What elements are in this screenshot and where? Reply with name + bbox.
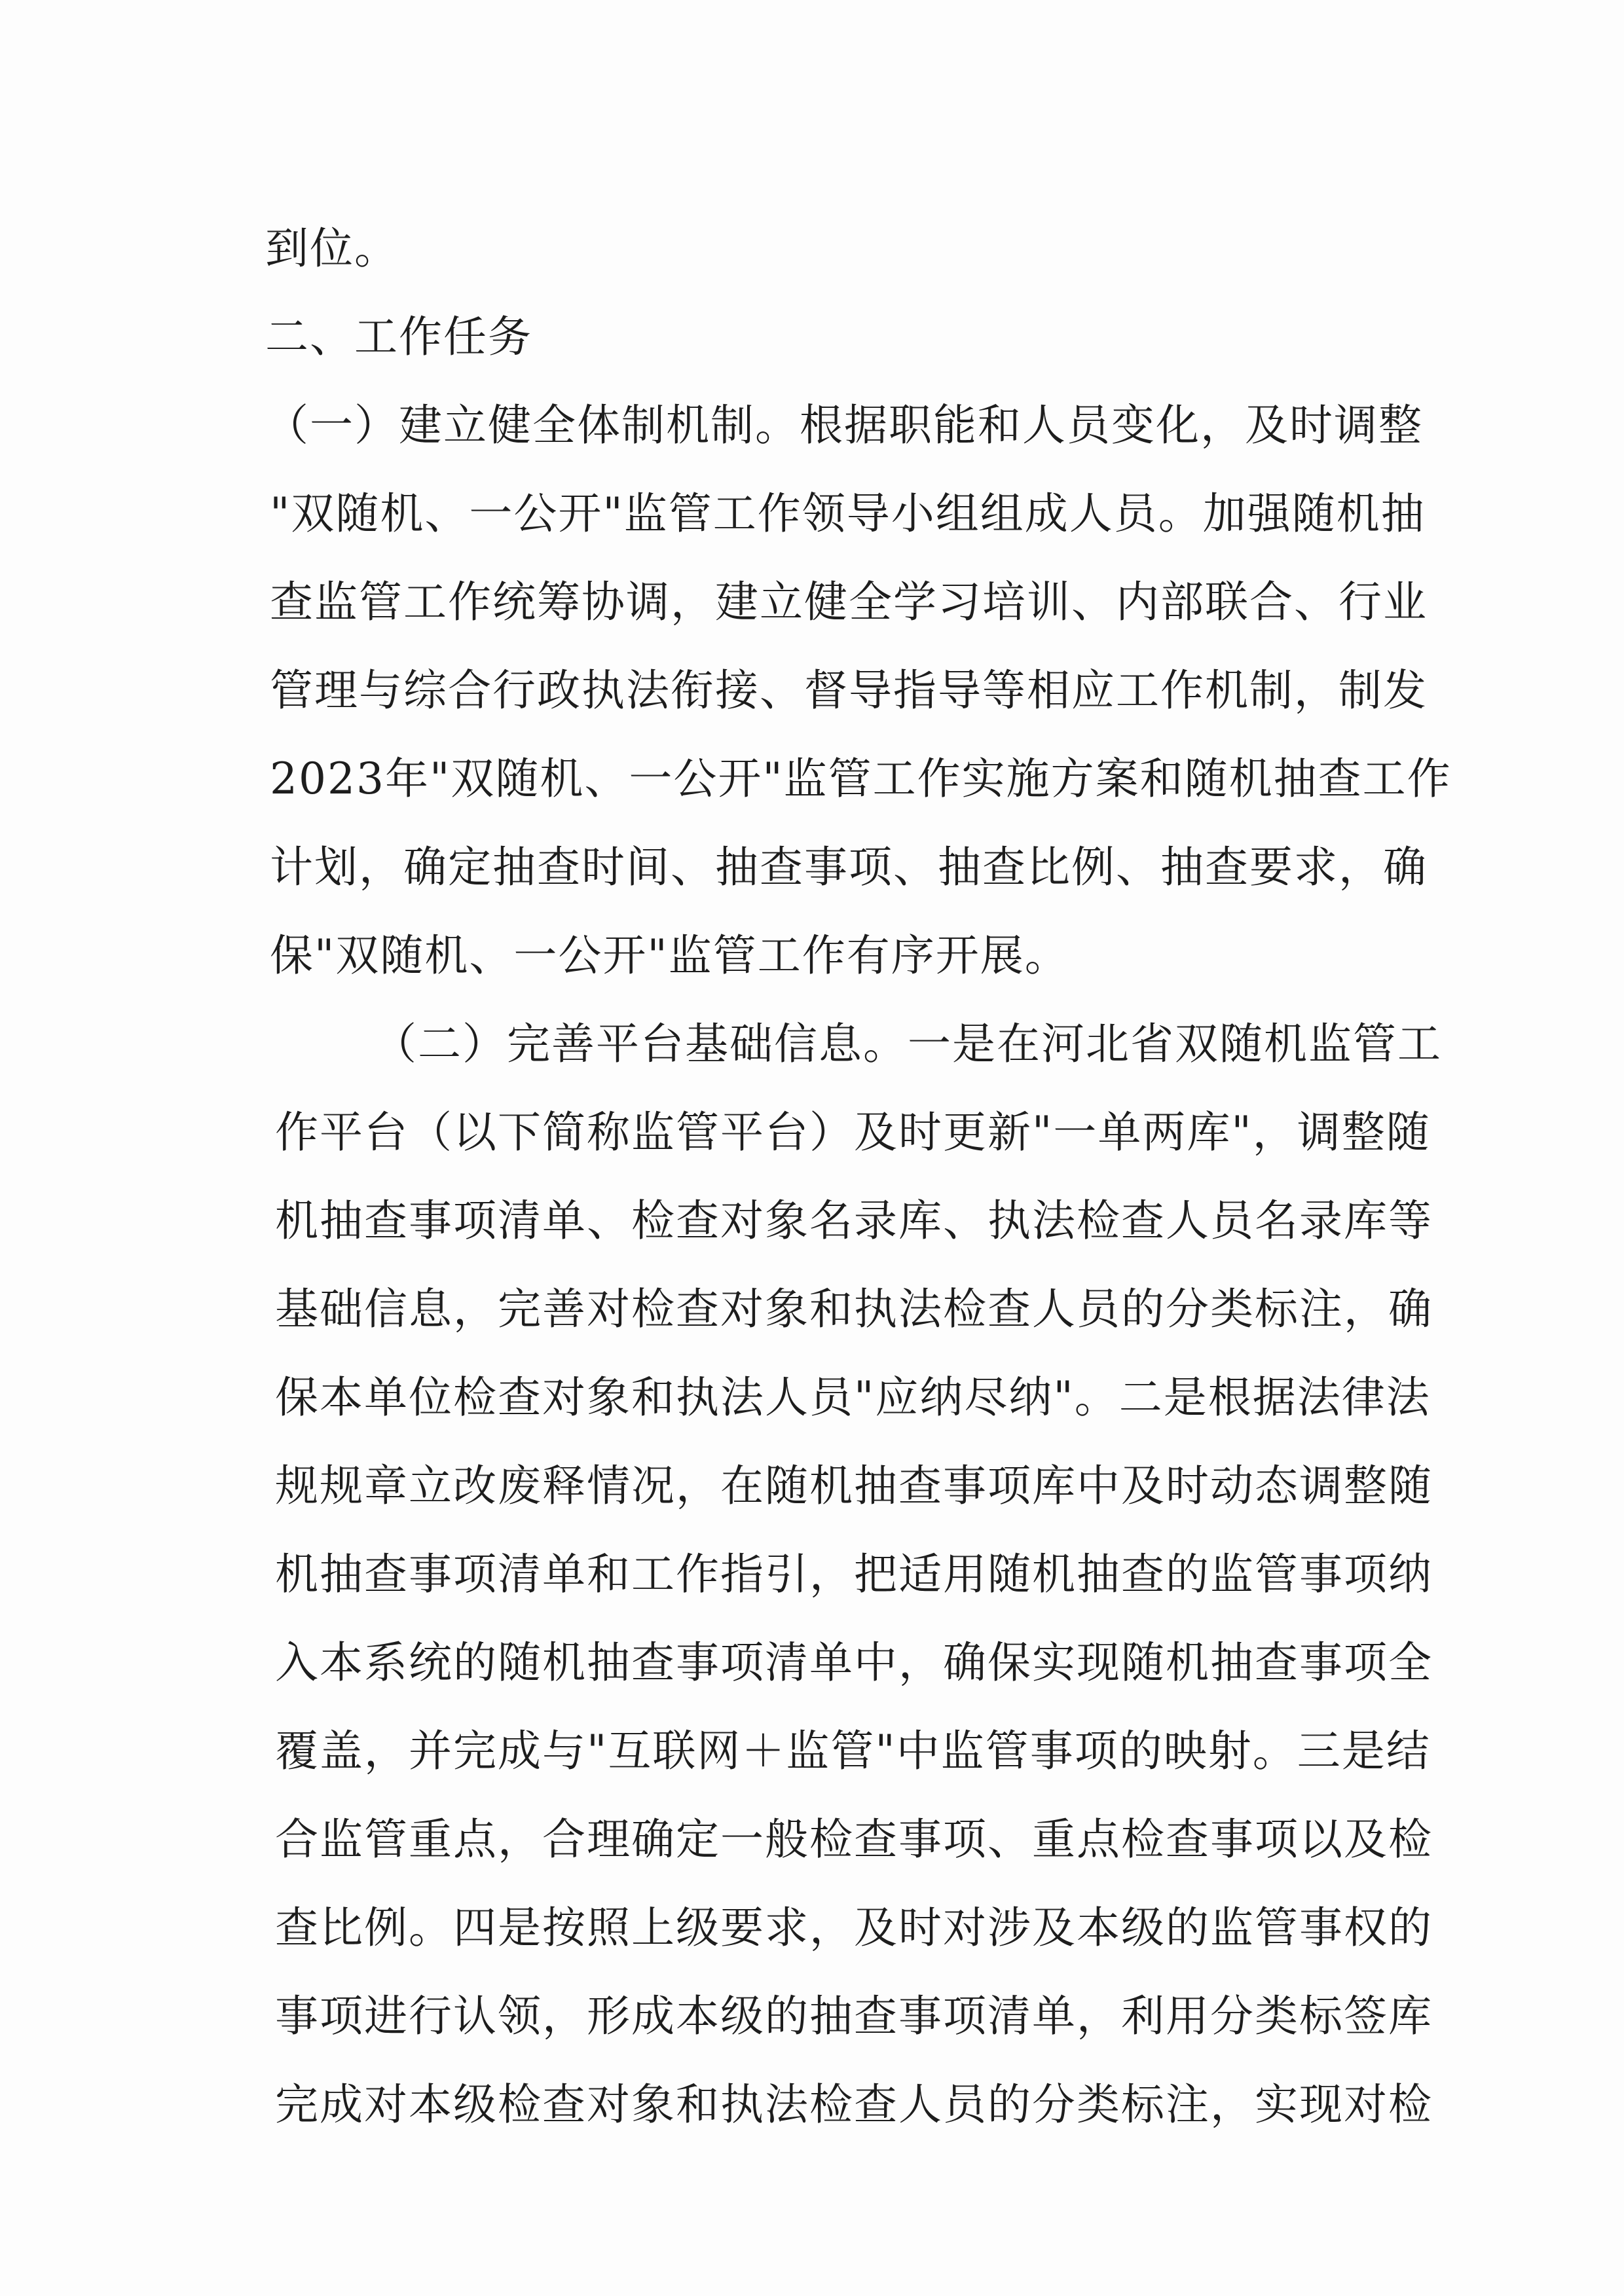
text-line-6: 管理与综合行政执法衔接、督导指导等相应工作机制，制发 (270, 665, 1428, 716)
text-line-3: （一）建立健全体制机制。根据职能和人员变化，及时调整 (265, 400, 1423, 450)
text-line-5: 查监管工作统筹协调，建立健全学习培训、内部联合、行业 (270, 577, 1428, 627)
text-line-10: （二）完善平台基础信息。一是在河北省双随机监管工 (373, 1019, 1442, 1069)
text-line-13: 基础信息，完善对检查对象和执法检查人员的分类标注，确 (275, 1284, 1433, 1334)
text-line-12: 机抽查事项清单、检查对象名录库、执法检查人员名录库等 (275, 1195, 1433, 1246)
text-line-20: 查比例。四是按照上级要求，及时对涉及本级的监管事权的 (275, 1903, 1433, 1953)
text-line-9: 保"双随机、一公开"监管工作有序开展。 (270, 930, 1069, 981)
text-line-4: "双随机、一公开"监管工作领导小组组成人员。加强随机抽 (270, 488, 1426, 539)
text-line-8: 计划，确定抽查时间、抽查事项、抽查比例、抽查要求，确 (270, 842, 1428, 892)
text-line-1: 到位。 (265, 223, 399, 274)
text-line-17: 入本系统的随机抽查事项清单中，确保实现随机抽查事项全 (275, 1637, 1433, 1688)
text-line-21: 事项进行认领，形成本级的抽查事项清单，利用分类标签库 (275, 1991, 1433, 2041)
text-line-14: 保本单位检查对象和执法人员"应纳尽纳"。二是根据法律法 (275, 1372, 1431, 1423)
text-line-11: 作平台（以下简称监管平台）及时更新"一单两库"，调整随 (275, 1107, 1431, 1157)
section-heading: 二、工作任务 (265, 312, 532, 362)
text-line-7: 2023年"双随机、一公开"监管工作实施方案和随机抽查工作 (270, 754, 1452, 804)
text-line-15: 规规章立改废释情况，在随机抽查事项库中及时动态调整随 (275, 1461, 1433, 1511)
text-line-18: 覆盖，并完成与"互联网＋监管"中监管事项的映射。三是结 (275, 1726, 1431, 1776)
text-line-19: 合监管重点，合理确定一般检查事项、重点检查事项以及检 (275, 1814, 1433, 1865)
text-line-16: 机抽查事项清单和工作指引，把适用随机抽查的监管事项纳 (275, 1549, 1433, 1599)
text-line-22: 完成对本级检查对象和执法检查人员的分类标注，实现对检 (275, 2079, 1433, 2130)
